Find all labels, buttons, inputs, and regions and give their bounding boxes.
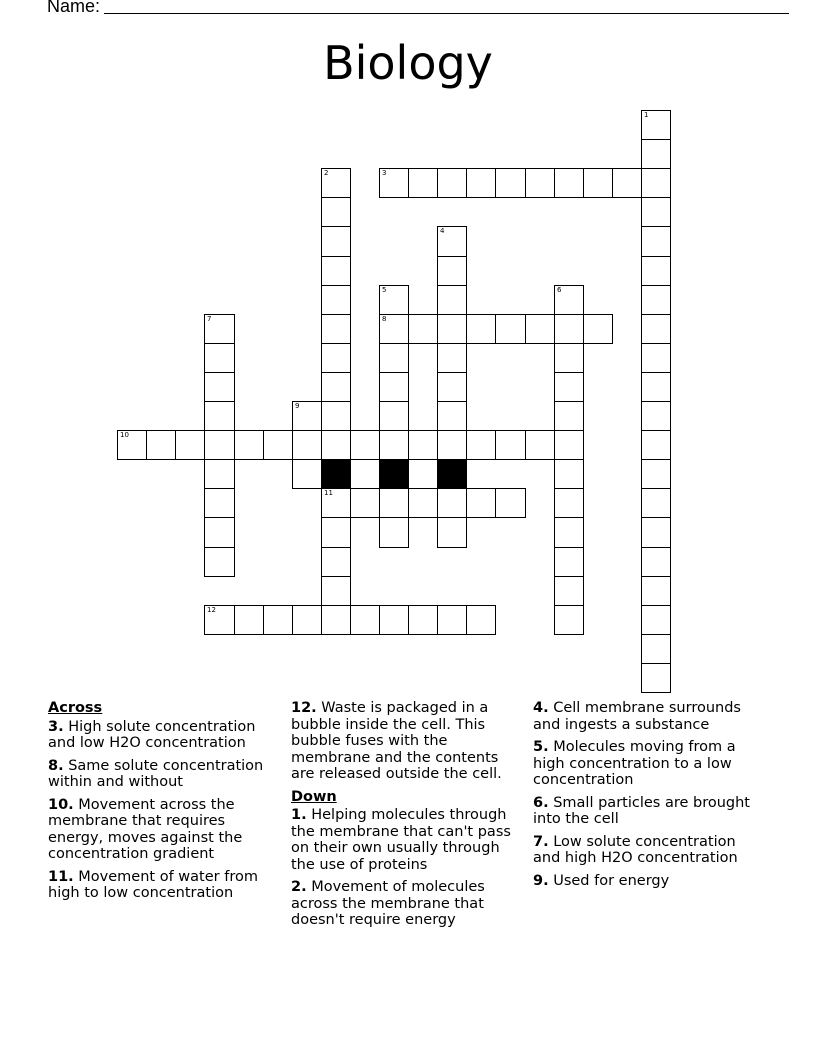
crossword-cell[interactable] <box>641 459 671 489</box>
clue-number-label: 6 <box>557 286 562 294</box>
clues-column-2 <box>291 700 523 935</box>
crossword-cell[interactable] <box>350 430 380 460</box>
crossword-cell[interactable] <box>292 605 322 635</box>
crossword-cell[interactable] <box>554 517 584 548</box>
crossword-cell[interactable] <box>583 314 613 344</box>
across-clue <box>48 719 280 752</box>
crossword-cell[interactable] <box>321 168 351 198</box>
clue-number-label: 3 <box>382 169 387 177</box>
crossword-cell[interactable] <box>321 285 351 315</box>
clue-number: 4. <box>533 700 549 716</box>
black-cell <box>321 459 351 489</box>
name-label: Name: <box>47 0 101 16</box>
crossword-cell[interactable] <box>554 168 584 198</box>
down-clue <box>533 873 765 890</box>
clues-column-1 <box>48 700 280 908</box>
clue-number-label: 8 <box>382 315 387 323</box>
crossword-cell[interactable] <box>641 197 671 227</box>
crossword-cell[interactable] <box>554 285 584 315</box>
crossword-cell[interactable] <box>641 372 671 402</box>
crossword-cell[interactable] <box>204 547 235 577</box>
crossword-cell[interactable] <box>292 401 322 431</box>
down-clue <box>533 834 765 867</box>
crossword-cell[interactable] <box>321 197 351 227</box>
crossword-cell[interactable] <box>321 605 351 635</box>
crossword-cell[interactable] <box>466 605 496 635</box>
crossword-cell[interactable] <box>292 459 322 489</box>
crossword-cell[interactable] <box>321 576 351 606</box>
crossword-cell[interactable] <box>437 168 467 198</box>
clue-text: Waste is packaged in a bubble inside the cell. This bubble fuses with the membrane and the contents are released outside the cell. <box>291 700 502 782</box>
clue-number: 9. <box>533 872 549 889</box>
crossword-cell[interactable] <box>437 372 467 402</box>
clue-number-label: 12 <box>207 606 216 614</box>
crossword-cell[interactable] <box>321 488 351 518</box>
crossword-cell[interactable] <box>495 488 526 518</box>
clue-number-label: 10 <box>120 431 129 439</box>
black-cell <box>437 459 467 489</box>
crossword-cell[interactable] <box>554 547 584 577</box>
crossword-cell[interactable] <box>554 343 584 373</box>
crossword-cell[interactable] <box>641 430 671 460</box>
crossword-cell[interactable] <box>466 168 496 198</box>
down-clue <box>291 879 523 929</box>
clue-number: 7. <box>533 833 549 850</box>
crossword-cell[interactable] <box>641 576 671 606</box>
crossword-cell[interactable] <box>204 372 235 402</box>
clue-text: Movement of molecules across the membrane that doesn't require energy <box>291 879 485 928</box>
crossword-cell[interactable] <box>379 401 409 431</box>
crossword-cell[interactable] <box>204 488 235 518</box>
crossword-cell[interactable] <box>146 430 176 460</box>
crossword-cell[interactable] <box>554 605 584 635</box>
clue-number-label: 11 <box>324 489 333 497</box>
crossword-cell[interactable] <box>292 430 322 460</box>
clue-text: Same solute concentration within and without <box>48 757 264 790</box>
crossword-cell[interactable] <box>495 314 526 344</box>
crossword-cell[interactable] <box>437 430 467 460</box>
crossword-cell[interactable] <box>525 168 555 198</box>
clue-text: Small particles are brought into the cell <box>533 794 750 827</box>
clue-text: Used for energy <box>553 872 670 889</box>
down-clue <box>533 700 765 733</box>
crossword-cell[interactable] <box>379 314 409 344</box>
crossword-cell[interactable] <box>437 605 467 635</box>
crossword-cell[interactable] <box>554 430 584 460</box>
clue-text: Movement of water from high to low concentration <box>48 868 258 901</box>
crossword-cell[interactable] <box>379 430 409 460</box>
clue-number-label: 1 <box>644 111 649 119</box>
crossword-cell[interactable] <box>641 401 671 431</box>
crossword-cell[interactable] <box>554 401 584 431</box>
crossword-cell[interactable] <box>321 226 351 257</box>
crossword-cell[interactable] <box>204 343 235 373</box>
crossword-cell[interactable] <box>204 430 235 460</box>
clue-number: 12. <box>291 700 317 716</box>
clue-number: 1. <box>291 807 307 823</box>
down-clue <box>533 739 765 789</box>
clue-text: Movement across the membrane that requires energy, moves against the concentration gradient <box>48 796 243 862</box>
clue-number-label: 5 <box>382 286 387 294</box>
crossword-cell[interactable] <box>321 430 351 460</box>
across-heading: Across <box>48 700 103 716</box>
crossword-cell[interactable] <box>437 401 467 431</box>
clue-text: Molecules moving from a high concentration to a low concentration <box>533 739 736 788</box>
crossword-cell[interactable] <box>379 285 409 315</box>
down-heading: Down <box>291 788 337 805</box>
crossword-cell[interactable] <box>554 488 584 518</box>
crossword-cell[interactable] <box>437 517 467 548</box>
crossword-cell[interactable] <box>641 547 671 577</box>
crossword-cell[interactable] <box>495 430 526 460</box>
crossword-cell[interactable] <box>641 634 671 664</box>
crossword-cell[interactable] <box>437 488 467 518</box>
crossword-cell[interactable] <box>350 488 380 518</box>
crossword-cell[interactable] <box>641 256 671 286</box>
crossword-cell[interactable] <box>321 256 351 286</box>
crossword-cell[interactable] <box>350 605 380 635</box>
crossword-cell[interactable] <box>204 605 235 635</box>
clues-column-3 <box>533 700 765 895</box>
clue-number: 8. <box>48 757 64 774</box>
crossword-cell[interactable] <box>321 401 351 431</box>
down-clue <box>533 795 765 828</box>
crossword-cell[interactable] <box>641 139 671 169</box>
crossword-cell[interactable] <box>321 314 351 344</box>
crossword-cell[interactable] <box>204 314 235 344</box>
clue-text: Helping molecules through the membrane that can't pass on their own usually through the use of proteins <box>291 807 511 873</box>
crossword-cell[interactable] <box>321 547 351 577</box>
clue-text: High solute concentration and low H2O concentration <box>48 718 256 751</box>
crossword-cell[interactable] <box>641 517 671 548</box>
crossword-cell[interactable] <box>583 168 613 198</box>
crossword-cell[interactable] <box>204 517 235 548</box>
crossword-cell[interactable] <box>554 372 584 402</box>
black-cell <box>379 459 409 489</box>
crossword-cell[interactable] <box>612 168 642 198</box>
clue-text: Cell membrane surrounds and ingests a substance <box>533 700 741 733</box>
crossword-cell[interactable] <box>437 314 467 344</box>
clue-number: 10. <box>48 796 74 813</box>
crossword-cell[interactable] <box>641 110 671 140</box>
crossword-cell[interactable] <box>408 430 438 460</box>
clue-number: 6. <box>533 794 549 811</box>
crossword-cell[interactable] <box>379 488 409 518</box>
clue-number: 11. <box>48 868 74 885</box>
crossword-cell[interactable] <box>204 401 235 431</box>
crossword-cell[interactable] <box>466 430 496 460</box>
crossword-cell[interactable] <box>117 430 147 460</box>
clue-number-label: 4 <box>440 227 445 235</box>
crossword-cell[interactable] <box>234 430 264 460</box>
crossword-cell[interactable] <box>379 605 409 635</box>
across-clue <box>48 869 280 902</box>
crossword-cell[interactable] <box>379 168 409 198</box>
down-clue <box>291 807 523 873</box>
crossword-cell[interactable] <box>321 372 351 402</box>
crossword-cell[interactable] <box>525 430 555 460</box>
crossword-cell[interactable] <box>408 605 438 635</box>
crossword-cell[interactable] <box>641 663 671 693</box>
crossword-cell[interactable] <box>321 343 351 373</box>
crossword-cell[interactable] <box>641 343 671 373</box>
clue-number: 5. <box>533 739 549 755</box>
crossword-cell[interactable] <box>554 314 584 344</box>
clue-number: 3. <box>48 718 64 735</box>
crossword-cell[interactable] <box>379 372 409 402</box>
clue-number-label: 9 <box>295 402 300 410</box>
crossword-cell[interactable] <box>466 488 496 518</box>
across-clue <box>291 700 523 783</box>
crossword-cell[interactable] <box>525 314 555 344</box>
crossword-cell[interactable] <box>437 285 467 315</box>
crossword-cell[interactable] <box>234 605 264 635</box>
crossword-cell[interactable] <box>379 343 409 373</box>
crossword-cell[interactable] <box>641 285 671 315</box>
across-clue <box>48 797 280 863</box>
crossword-cell[interactable] <box>263 430 293 460</box>
clue-text: Low solute concentration and high H2O concentration <box>533 833 738 866</box>
crossword-cell[interactable] <box>263 605 293 635</box>
crossword-cell[interactable] <box>408 168 438 198</box>
clue-number-label: 2 <box>324 169 329 177</box>
page-title: Biology <box>323 36 493 90</box>
crossword-cell[interactable] <box>641 605 671 635</box>
crossword-cell[interactable] <box>495 168 526 198</box>
crossword-cell[interactable] <box>321 517 351 548</box>
crossword-cell[interactable] <box>554 576 584 606</box>
crossword-cell[interactable] <box>641 488 671 518</box>
crossword-cell[interactable] <box>641 168 671 198</box>
crossword-cell[interactable] <box>554 459 584 489</box>
crossword-cell[interactable] <box>437 256 467 286</box>
crossword-cell[interactable] <box>204 459 235 489</box>
across-clue <box>48 758 280 791</box>
crossword-cell[interactable] <box>175 430 205 460</box>
clue-number-label: 7 <box>207 315 212 323</box>
crossword-cell[interactable] <box>437 226 467 257</box>
crossword-cell[interactable] <box>641 226 671 257</box>
clue-number: 2. <box>291 879 307 895</box>
crossword-cell[interactable] <box>408 488 438 518</box>
crossword-cell[interactable] <box>641 314 671 344</box>
crossword-cell[interactable] <box>466 314 496 344</box>
crossword-cell[interactable] <box>379 517 409 548</box>
crossword-cell[interactable] <box>437 343 467 373</box>
crossword-cell[interactable] <box>408 314 438 344</box>
